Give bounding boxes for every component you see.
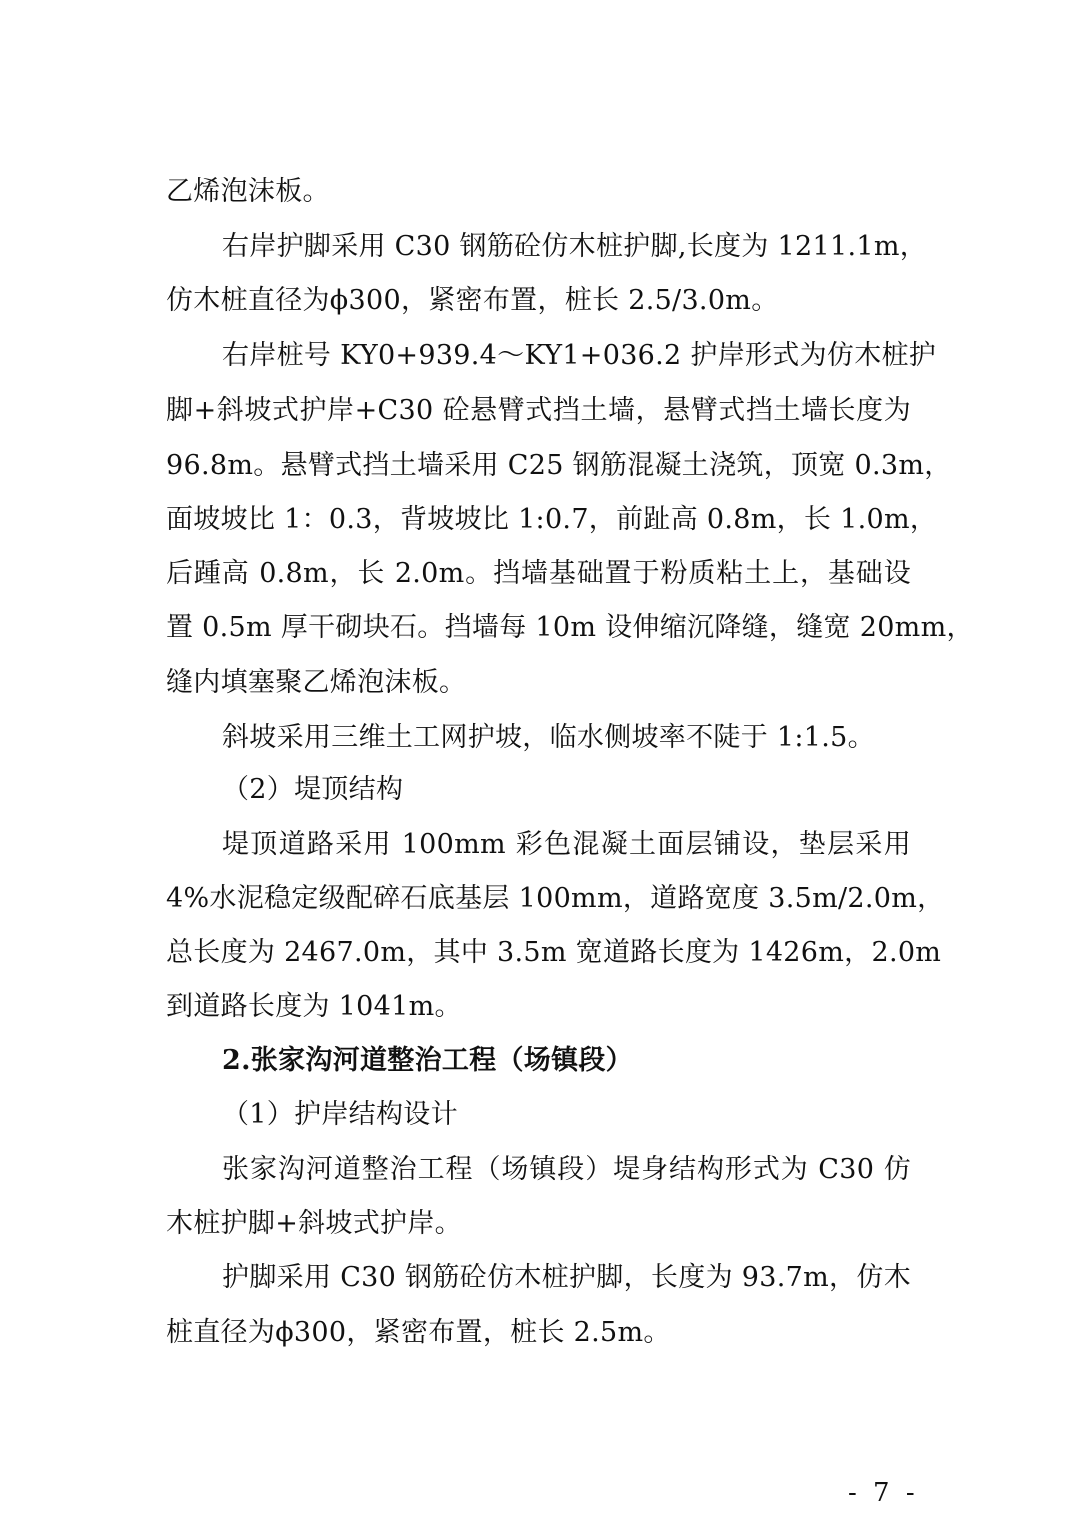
text-line: 后踵高 0.8m，长 2.0m。挡墙基础置于粉质粘土上，基础设 xyxy=(166,558,911,589)
text-line: 缝内填塞聚乙烯泡沫板。 xyxy=(166,667,467,698)
text-line: 斜坡采用三维土工网护坡，临水侧坡率不陡于 1:1.5。 xyxy=(222,722,875,753)
text-line: 张家沟河道整治工程（场镇段）堤身结构形式为 C30 仿 xyxy=(222,1154,911,1185)
section-heading: （2）堤顶结构 xyxy=(222,774,404,805)
text-line: 右岸护脚采用 C30 钢筋砼仿木桩护脚,长度为 1211.1m， xyxy=(222,231,928,262)
text-line: 乙烯泡沫板。 xyxy=(166,176,330,207)
text-line: 仿木桩直径为ϕ300，紧密布置，桩长 2.5/3.0m。 xyxy=(166,285,779,316)
text-line: 4%水泥稳定级配碎石底基层 100mm，道路宽度 3.5m/2.0m， xyxy=(166,883,945,914)
section-title: 2.张家沟河道整治工程（场镇段） xyxy=(222,1045,633,1076)
page-number: - 7 - xyxy=(848,1478,919,1508)
text-line: 置 0.5m 厚干砌块石。挡墙每 10m 设伸缩沉降缝，缝宽 20mm， xyxy=(166,612,974,643)
text-line: 桩直径为ϕ300，紧密布置，桩长 2.5m。 xyxy=(166,1317,671,1348)
text-line: 木桩护脚+斜坡式护岸。 xyxy=(166,1208,462,1239)
text-line: 脚+斜坡式护岸+C30 砼悬臂式挡土墙，悬臂式挡土墙长度为 xyxy=(166,395,911,426)
text-line: 总长度为 2467.0m，其中 3.5m 宽道路长度为 1426m，2.0m xyxy=(166,937,942,968)
subsection-heading: （1）护岸结构设计 xyxy=(222,1099,458,1130)
text-line: 96.8m。悬臂式挡土墙采用 C25 钢筋混凝土浇筑，顶宽 0.3m， xyxy=(166,450,952,481)
text-line: 堤顶道路采用 100mm 彩色混凝土面层铺设，垫层采用 xyxy=(222,829,911,860)
text-line: 护脚采用 C30 钢筋砼仿木桩护脚，长度为 93.7m，仿木 xyxy=(222,1262,911,1293)
text-line: 面坡坡比 1：0.3，背坡坡比 1:0.7，前趾高 0.8m，长 1.0m， xyxy=(166,504,938,535)
text-line: 右岸桩号 KY0+939.4～KY1+036.2 护岸形式为仿木桩护 xyxy=(222,340,937,371)
text-line: 到道路长度为 1041m。 xyxy=(166,991,462,1022)
